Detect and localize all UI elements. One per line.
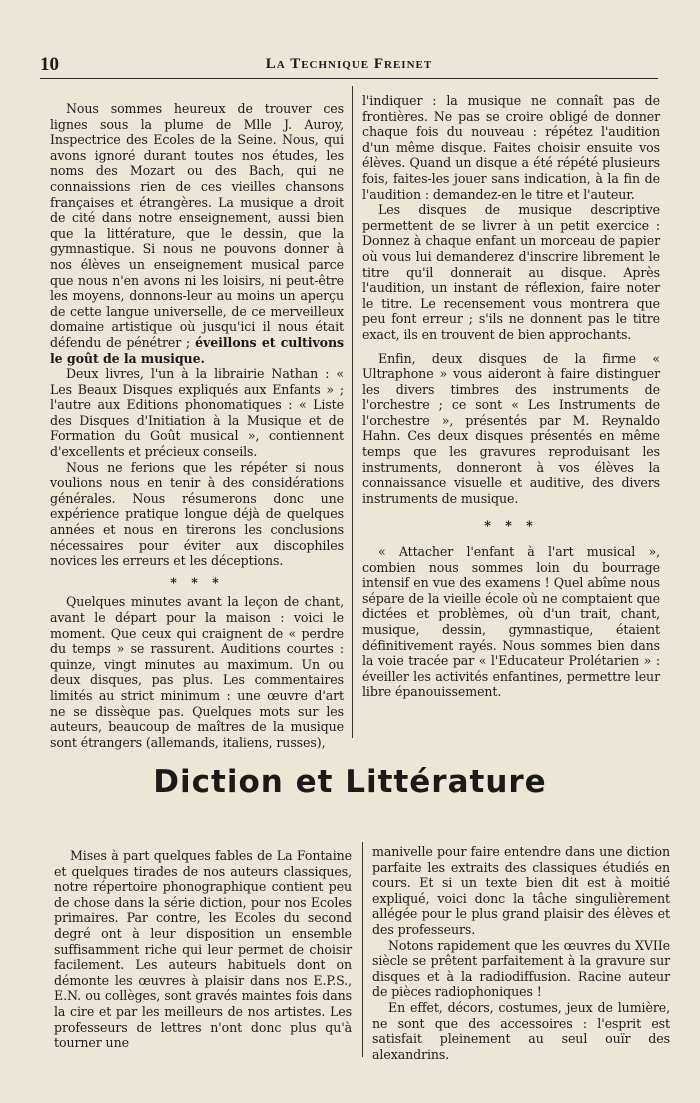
column-divider [352,86,353,738]
header-rule [40,78,658,79]
section-title: Diction et Littérature [153,764,547,800]
diction-right-column [372,844,670,1062]
running-title: La Technique Freinet [265,56,433,72]
section-separator: * * * [484,518,538,534]
music-article-left-column [50,101,344,750]
paragraph: manivelle pour faire entendre dans une diction parfaite les extraits des classiques étudiés en cours. Et si un texte bien dit est à moitié expliqué, voici donc la tâche singulièrement allégée pour le plus grand plaisir des élèves et des professeurs. [372,844,670,937]
paragraph-text: Nous sommes heureux de trouver ces lignes sous la plume de Mlle J. Auroy, Inspectrice des Ecoles de la Seine. Nous, qui avons ignoré durant toutes nos études, les noms des Mozart ou des Bach, qui ne connaissions rien de ces vieilles chansons françaises et étrangères. La musique a droit de cité dans notre enseignement, aussi bien que la littérature, que le dessin, que la gymnastique. Si nous ne pouvons donner à nos élèves un enseignement musical parce que nous n'en avons ni les loisirs, ni peut-être les moyens, donnons-leur au moins un aperçu de cette langue universelle, de ce merveilleux domaine artistique où jusqu'ici il nous était défendu de pénétrer ; [50,101,344,350]
diction-left-column [54,848,352,1051]
paragraph: Deux livres, l'un à la librairie Nathan : « Les Beaux Disques expliqués aux Enfants » ; l'autre aux Editions phonomatiques : « Liste des Disques d'Initiation à la Musique et de Formation du Goût musical », contiennent d'excellents et précieux conseils. [50,366,344,460]
paragraph [50,101,344,366]
section-separator: * * * [170,574,224,590]
paragraph: Les disques de musique descriptive permettent de se livrer à un petit exercice : Donnez à chaque enfant un morceau de papier où vous lui demanderez d'inscrire librement le titre qu'il donnerait au disque. Après l'audition, un instant de réflexion, faire noter le titre. Le recensement vous montrera que peu font erreur ; s'ils ne donnent pas le titre exact, ils en trouvent de bien approchants. [362,202,660,342]
page-number: 10 [40,54,59,75]
paragraph: « Attacher l'enfant à l'art musical », combien nous sommes loin du bourrage intensif en vue des examens ! Quel abîme nous sépare de la vieille école où ne comptaient que dictées et problèmes, où d'un trait, chant, musique, dessin, gymnastique, étaient définitivement rayés. Nous sommes bien dans la voie tracée par « l'Educateur Prolétarien » : éveiller les activités enfantines, permettre leur libre épanouissement. [362,544,660,700]
paragraph: Nous ne ferions que les répéter si nous voulions nous en tenir à des considérations générales. Nous résumerons donc une expérience pratique longue déjà de quelques années et nous en tirerons les conclusions nécessaires pour éviter aux discophiles novices les erreurs et les déceptions. [50,459,344,569]
paragraph: Enfin, deux disques de la firme « Ultraphone » vous aideront à faire distinguer les divers timbres des instruments de l'orchestre ; ce sont « Les Instruments de l'orchestre », présentés par M. Reynaldo Hahn. Ces deux disques présentés en même temps que les gravures reproduisant les instruments, donneront à vos élèves la connaissance visuelle et auditive, des divers instruments de musique. [362,350,660,506]
paragraph: En effet, décors, costumes, jeux de lumière, ne sont que des accessoires : l'esprit est satisfait pleinement au seul ouïr des alexandrins. [372,999,670,1062]
paragraph: Mises à part quelques fables de La Fontaine et quelques tirades de nos auteurs classiques, notre répertoire phonographique contient peu de chose dans la série diction, pour nos Ecoles primaires. Par contre, les Ecoles du second degré ont à leur disposition un ensemble suffisamment riche qui leur permet de choisir facilement. Les auteurs habituels dont on démonte les œuvres à plaisir dans nos E.P.S., E.N. ou collèges, sont gravés maintes fois dans la cire et par les meilleurs de nos artistes. Les professeurs de lettres n'ont donc plus qu'à tourner une [54,848,352,1051]
paragraph: Notons rapidement que les œuvres du XVIIe siècle se prêtent parfaitement à la gravure sur disques et à la radiodiffusion. Racine auteur de pièces radiophoniques ! [372,937,670,1000]
column-divider [362,842,363,1057]
paragraph: l'indiquer : la musique ne connaît pas de frontières. Ne pas se croire obligé de donner chaque fois du nouveau : répétez l'audition d'un même disque. Faites choisir ensuite vos élèves. Quand un disque a été répété plusieurs fois, faites-les jouer sans indication, à la fin de l'audition : demandez-en le titre et l'auteur. [362,93,660,202]
music-article-right-column [362,93,660,700]
bold-emphasis: éveillons et cultivons le goût de la musique. [50,334,345,366]
paragraph: Quelques minutes avant la leçon de chant, avant le départ pour la maison : voici le moment. Que ceux qui craignent de « perdre du temps » se rassurent. Auditions courtes : quinze, vingt minutes au maximum. Un ou deux disques, pas plus. Les commentaires limités au strict minimum : une œuvre d'art ne se dissèque pas. Quelques mots sur les auteurs, beaucoup de maîtres de la musique sont étrangers (allemands, italiens, russes), [50,594,344,750]
